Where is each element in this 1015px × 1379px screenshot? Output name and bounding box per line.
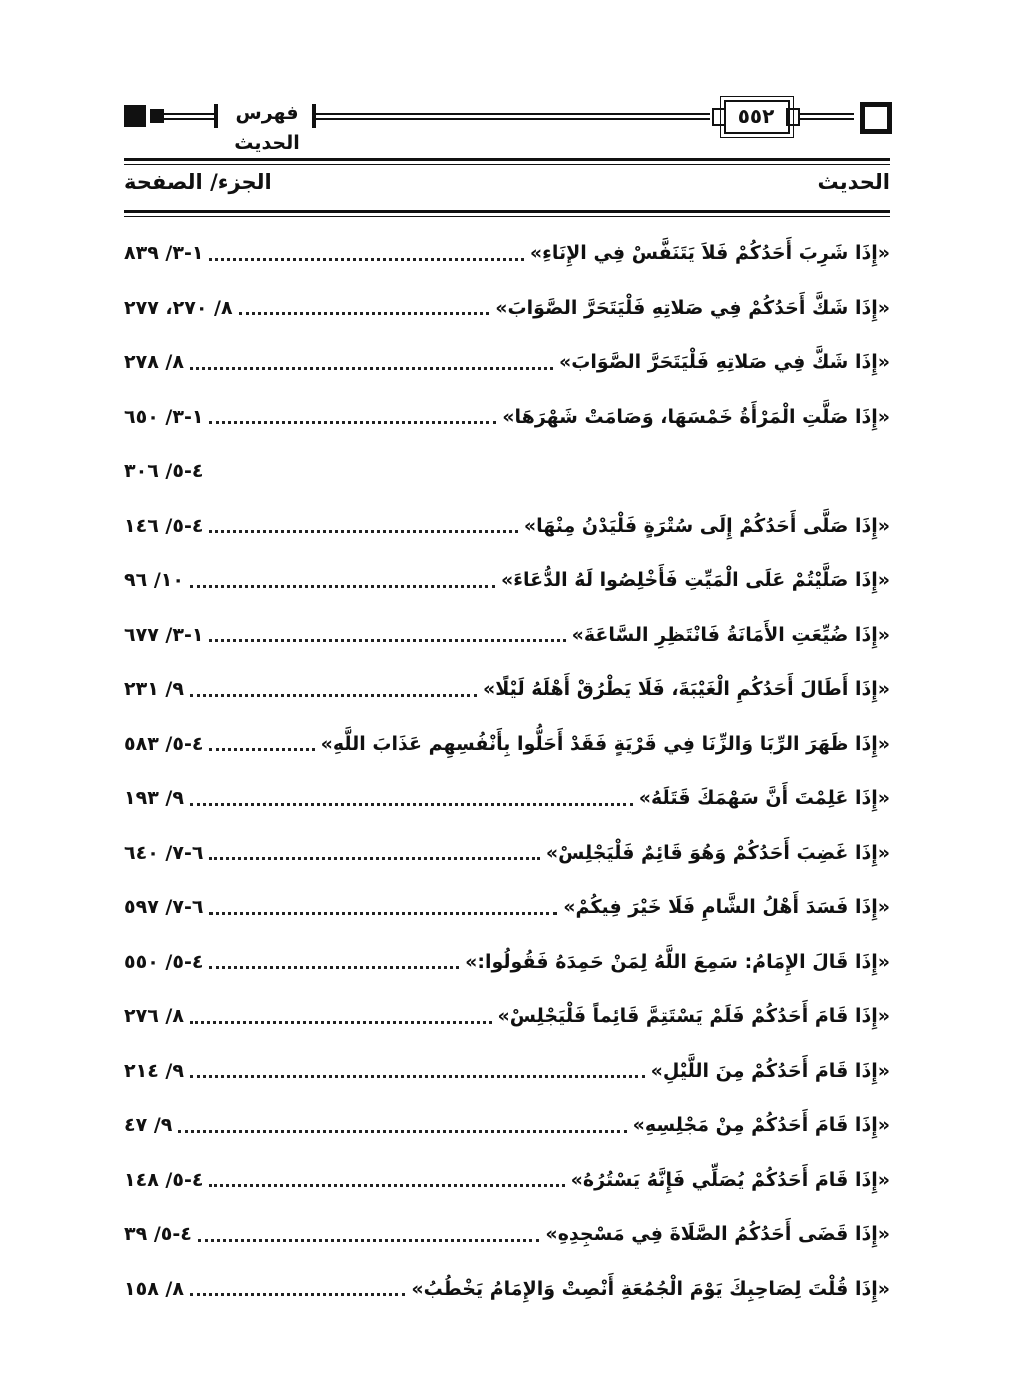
index-entry xyxy=(124,935,890,990)
page-number: ٥٥٢ xyxy=(737,104,775,128)
volume-page-ref: ٨/ ٢٧٨ xyxy=(124,351,184,374)
hadith-text: «إِذَا قَامَ أَحَدُكُمْ فَلَمْ يَسْتَتِمَّ قَائِماً فَلْيَجْلِسْ» xyxy=(497,1005,890,1028)
volume-page-ref: ٨/ ٢٧٠، ٢٧٧ xyxy=(124,296,233,319)
leader-dots xyxy=(209,258,523,261)
volume-page-ref: ١-٣/ ٦٧٧ xyxy=(124,623,204,646)
header-ornament-block xyxy=(124,105,146,127)
volume-page-ref: ٤-٥/ ٥٥٠ xyxy=(124,950,204,973)
hadith-text: «إِذَا ضُيِّعَتِ الأَمَانَةُ فَانْتَظِرِ السَّاعَةَ» xyxy=(571,623,890,646)
index-entry xyxy=(124,1207,890,1262)
index-entry xyxy=(124,608,890,663)
leader-dots xyxy=(190,694,477,697)
hadith-text: «إِذَا قَامَ أَحَدُكُمْ مِنْ مَجْلِسِهِ» xyxy=(632,1114,890,1137)
header-bottom-rule xyxy=(124,216,890,217)
index-entry xyxy=(124,1262,890,1317)
column-title-volume-page: الجزء/ الصفحة xyxy=(124,170,272,194)
hadith-text: «إِذَا غَضِبَ أَحَدُكُمْ وَهُوَ قَائِمٌ فَلْيَجْلِسْ» xyxy=(545,841,890,864)
leader-dots xyxy=(209,912,557,915)
index-entry xyxy=(124,335,890,390)
volume-page-ref: ١-٣/ ٨٣٩ xyxy=(124,242,204,265)
leader-dots xyxy=(209,857,539,860)
header-bottom-rule xyxy=(124,210,890,213)
leader-dots xyxy=(209,639,565,642)
volume-page-ref: ٩/ ٢٣١ xyxy=(124,678,184,701)
leader-dots xyxy=(209,1184,564,1187)
index-entry xyxy=(124,717,890,772)
index-entry xyxy=(124,281,890,336)
index-entry xyxy=(124,499,890,554)
hadith-text: «إِذَا عَلِمْتَ أَنَّ سَهْمَكَ قَتَلَهُ» xyxy=(638,787,890,810)
index-entry xyxy=(124,226,890,281)
hadith-text: «إِذَا شَكَّ فِي صَلاتِهِ فَلْيَتَحَرَّ الصَّوَابَ» xyxy=(559,351,890,374)
volume-page-ref: ٤-٥/ ١٤٦ xyxy=(124,514,204,537)
header-rule xyxy=(164,113,214,120)
leader-dots xyxy=(209,530,517,533)
hadith-text: «إِذَا قَضَى أَحَدُكُمُ الصَّلَاةَ فِي مَسْجِدِهِ» xyxy=(545,1223,890,1246)
volume-page-ref: ٩/ ١٩٣ xyxy=(124,787,184,810)
hadith-text: «إِذَا فَسَدَ أَهْلُ الشَّامِ فَلَا خَيْرَ فِيكُمْ» xyxy=(563,896,890,919)
leader-dots xyxy=(198,1239,540,1242)
index-entry xyxy=(124,880,890,935)
index-entry xyxy=(124,1044,890,1099)
hadith-text: «إِذَا قَامَ أَحَدُكُمْ يُصَلِّي فَإِنَّهُ يَسْتُرُهُ» xyxy=(570,1168,890,1191)
hadith-text: «إِذَا صَلَّيْتُمْ عَلَى الْمَيِّتِ فَأَخْلِصُوا لَهُ الدُّعَاءَ» xyxy=(500,569,890,592)
column-title-hadith: الحديث xyxy=(817,170,890,194)
leader-dots xyxy=(209,748,314,751)
header-rule xyxy=(316,113,710,120)
volume-page-ref: ٩/ ٢١٤ xyxy=(124,1059,184,1082)
leader-dots xyxy=(190,1021,492,1024)
header-bar xyxy=(214,104,218,128)
index-entry xyxy=(124,553,890,608)
header-rule xyxy=(798,113,854,120)
hadith-text: «إِذَا قَالَ الإِمَامُ: سَمِعَ اللَّهُ لِمَنْ حَمِدَهُ فَقُولُوا:» xyxy=(465,950,890,973)
hadith-text: «إِذَا شَرِبَ أَحَدُكُمْ فَلاَ يَتَنَفَّسْ فِي الإِنَاءِ» xyxy=(529,242,890,265)
hadith-text: «إِذَا قَامَ أَحَدُكُمْ مِنَ اللَّيْلِ» xyxy=(650,1059,890,1082)
hadith-text: «إِذَا أَطَالَ أَحَدُكُمِ الْغَيْبَةَ، فَلَا يَطْرُقْ أَهْلَهُ لَيْلًا» xyxy=(482,678,890,701)
table-top-rule xyxy=(124,158,890,161)
section-title: فهرس الحديث xyxy=(234,102,300,154)
leader-dots xyxy=(190,585,495,588)
running-header xyxy=(124,96,890,154)
index-entry xyxy=(124,826,890,881)
hadith-text: «إِذَا ظَهَرَ الرِّبَا وَالزِّنَا فِي قَرْيَةٍ فَقَدْ أَحَلُّوا بِأَنْفُسِهِم عَذَابَ اللَّهِ» xyxy=(320,732,890,755)
header-ornament-block xyxy=(150,109,164,123)
hadith-text: «إِذَا صَلَّتِ الْمَرْأَةُ خَمْسَهَا، وَصَامَتْ شَهْرَهَا» xyxy=(502,405,890,428)
hadith-index-list xyxy=(124,226,890,1316)
leader-dots xyxy=(190,1293,405,1296)
index-entry xyxy=(124,989,890,1044)
volume-page-ref: ٤-٥/ ٣٠٦ xyxy=(124,460,204,483)
header-ornament-square xyxy=(860,102,892,134)
volume-page-ref: ٨/ ٢٧٦ xyxy=(124,1005,184,1028)
volume-page-ref: ٩/ ٤٧ xyxy=(124,1114,173,1137)
index-entry xyxy=(124,444,890,499)
volume-page-ref: ١-٣/ ٦٥٠ xyxy=(124,405,204,428)
index-entry xyxy=(124,390,890,445)
hadith-text: «إِذَا قُلْتَ لِصَاحِبِكَ يَوْمَ الْجُمُعَةِ أَنْصِتْ وَالإِمَامُ يَخْطُبُ» xyxy=(411,1277,890,1300)
volume-page-ref: ٤-٥/ ١٤٨ xyxy=(124,1168,204,1191)
hadith-text: «إِذَا صَلَّى أَحَدُكُمْ إِلَى سُتْرَةٍ فَلْيَدْنُ مِنْهَا» xyxy=(523,514,890,537)
leader-dots xyxy=(209,421,496,424)
leader-dots xyxy=(178,1130,626,1133)
index-entry xyxy=(124,771,890,826)
frame-knot xyxy=(712,108,726,126)
index-entry xyxy=(124,1098,890,1153)
volume-page-ref: ٨/ ١٥٨ xyxy=(124,1277,184,1300)
volume-page-ref: ٦-٧/ ٥٩٧ xyxy=(124,896,204,919)
column-header xyxy=(124,170,890,206)
hadith-text: «إِذَا شَكَّ أَحَدُكُمْ فِي صَلاتِهِ فَلْيَتَحَرَّ الصَّوَابَ» xyxy=(495,296,890,319)
volume-page-ref: ٦-٧/ ٦٤٠ xyxy=(124,841,204,864)
leader-dots xyxy=(239,312,490,315)
leader-dots xyxy=(190,367,553,370)
leader-dots xyxy=(209,966,459,969)
volume-page-ref: ٤-٥/ ٣٩ xyxy=(124,1223,192,1246)
leader-dots xyxy=(190,1075,645,1078)
index-entry xyxy=(124,662,890,717)
page-number-frame xyxy=(714,96,798,136)
table-top-rule xyxy=(124,164,890,165)
index-entry xyxy=(124,1153,890,1208)
volume-page-ref: ٤-٥/ ٥٨٣ xyxy=(124,732,204,755)
leader-dots xyxy=(190,803,633,806)
volume-page-ref: ١٠/ ٩٦ xyxy=(124,569,184,592)
